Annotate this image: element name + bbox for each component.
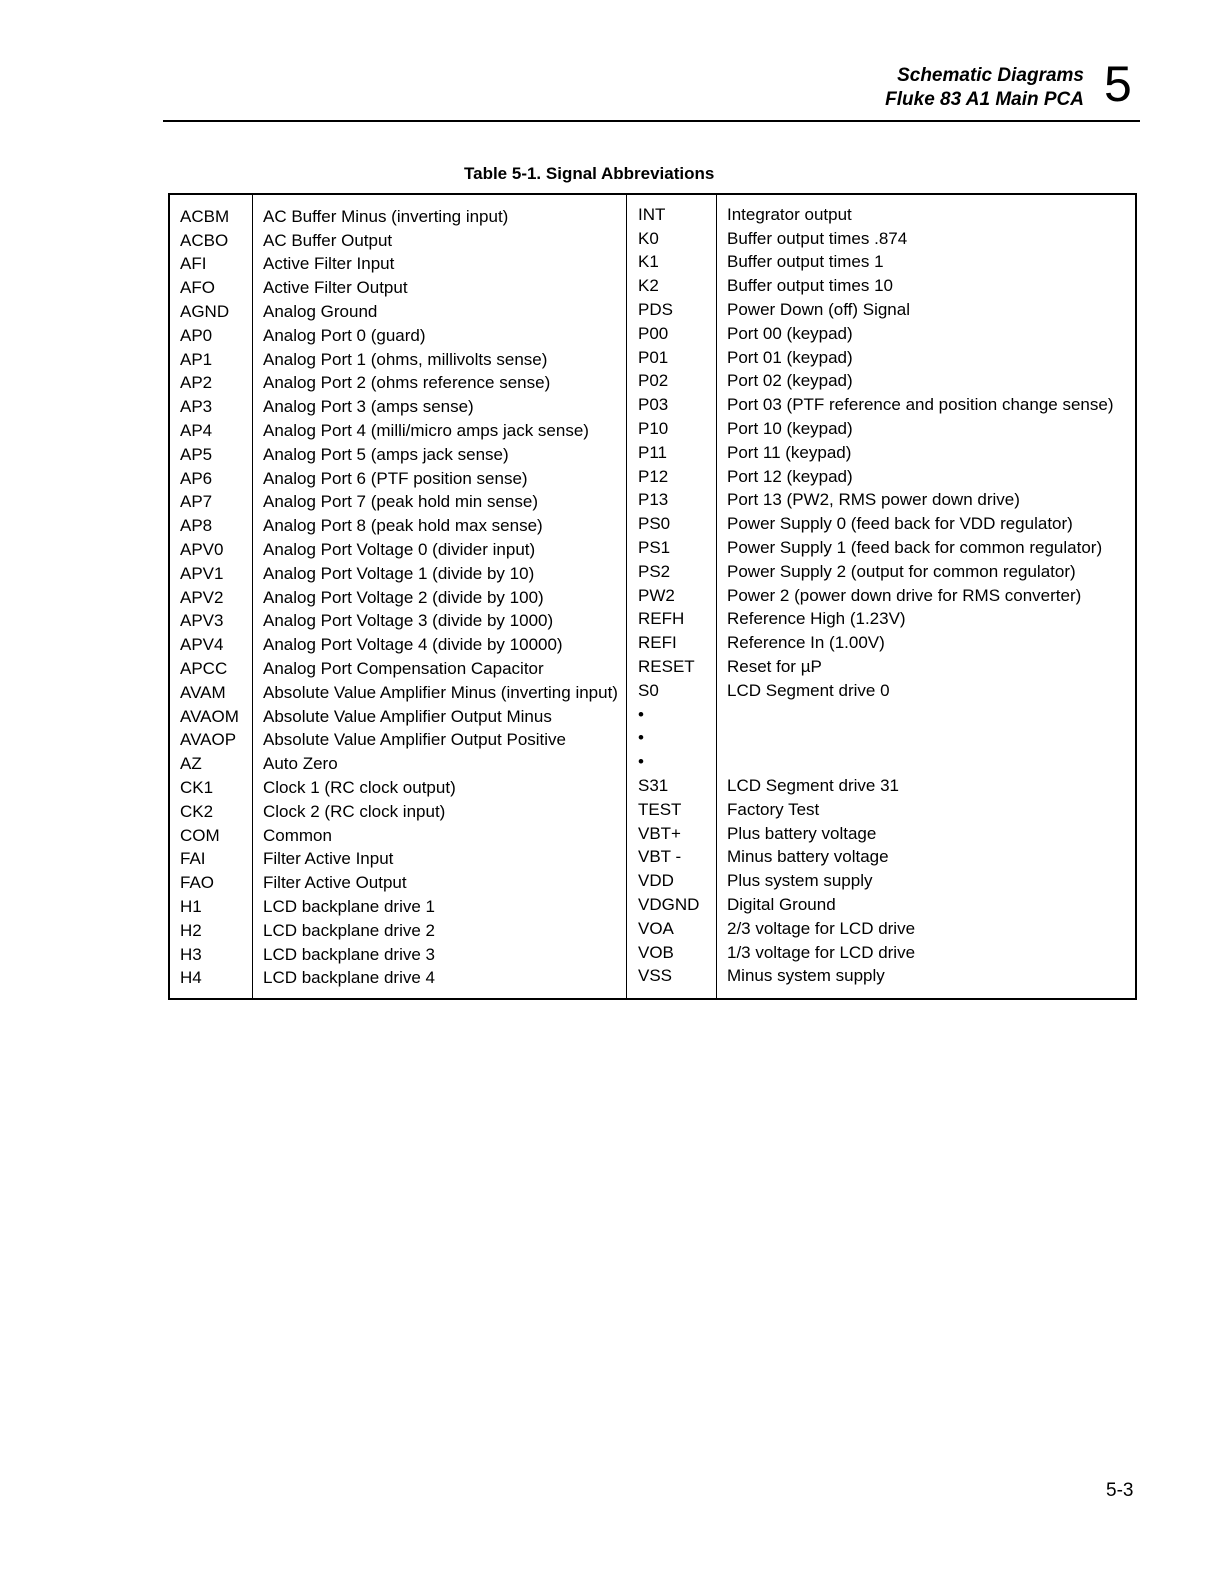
signal-description: Port 11 (keypad) — [727, 442, 852, 462]
signal-abbreviation: P12 — [638, 466, 669, 486]
table-row — [170, 919, 628, 943]
signal-description: Active Filter Output — [263, 278, 408, 298]
signal-abbreviation: APCC — [180, 659, 228, 679]
signal-description: Reference High (1.23V) — [727, 609, 906, 629]
signal-abbreviation: APV1 — [180, 563, 224, 583]
table-row — [170, 538, 628, 562]
signal-description: Reset for µP — [727, 657, 822, 677]
table-row — [170, 752, 628, 776]
table-row — [170, 348, 628, 372]
signal-description: Buffer output times .874 — [727, 228, 908, 248]
table-row — [628, 869, 1137, 893]
signal-description: Absolute Value Amplifier Minus (inverting input) — [263, 682, 618, 702]
signal-abbreviation: REFH — [638, 609, 685, 629]
table-row — [170, 229, 628, 253]
table-row — [628, 227, 1137, 251]
signal-description: Analog Port 3 (amps sense) — [263, 397, 474, 417]
signal-description: Port 10 (keypad) — [727, 419, 853, 439]
table-row — [170, 800, 628, 824]
chapter-number: 5 — [1104, 56, 1132, 112]
table-row — [628, 512, 1137, 536]
signal-abbreviation: PDS — [638, 300, 673, 320]
signal-abbreviation: RESET — [638, 657, 695, 677]
signal-abbreviation: AFI — [180, 254, 207, 274]
table-row — [628, 251, 1137, 275]
signal-abbreviation: VBT+ — [638, 823, 681, 843]
signal-description: Analog Port 5 (amps jack sense) — [263, 444, 509, 464]
signal-description: Minus system supply — [727, 966, 885, 986]
table-left-half — [170, 205, 628, 990]
signal-description: Digital Ground — [727, 895, 836, 914]
table-row — [628, 846, 1137, 870]
signal-abbreviation: AP5 — [180, 444, 213, 464]
signal-abbreviation: COM — [180, 825, 220, 845]
table-title: Table 5-1. Signal Abbreviations — [464, 164, 715, 183]
signal-description: Reference In (1.00V) — [727, 633, 885, 653]
signal-abbreviation: • — [638, 704, 644, 724]
signal-abbreviation: H1 — [180, 897, 202, 916]
table-row — [170, 586, 628, 610]
signal-description: LCD Segment drive 31 — [727, 776, 899, 796]
signal-abbreviation: AP1 — [180, 349, 213, 369]
signal-abbreviation: H3 — [180, 944, 202, 964]
table-row — [628, 941, 1137, 965]
table-row — [628, 965, 1137, 989]
signal-description: Analog Port 7 (peak hold min sense) — [263, 492, 538, 512]
signal-abbreviation: ACBM — [180, 206, 230, 226]
table-row — [170, 871, 628, 895]
signal-abbreviation: AP4 — [180, 421, 213, 441]
section-subtitle: Fluke 83 A1 Main PCA — [885, 89, 1084, 110]
signal-abbreviation: P10 — [638, 419, 669, 439]
table-row — [628, 489, 1137, 513]
signal-abbreviation: ACBO — [180, 230, 229, 250]
table-row — [170, 205, 628, 229]
table-row — [170, 657, 628, 681]
signal-abbreviation: P01 — [638, 347, 669, 367]
signal-abbreviation: VSS — [638, 966, 673, 986]
table-row — [170, 895, 628, 919]
signal-description: Auto Zero — [263, 754, 338, 774]
table-row — [170, 372, 628, 396]
signal-description: Analog Port Voltage 3 (divide by 1000) — [263, 611, 554, 631]
table-row — [170, 729, 628, 753]
signal-abbreviation: APV2 — [180, 587, 224, 607]
signal-description: Absolute Value Amplifier Output Minus — [263, 706, 552, 726]
signal-description: Port 12 (keypad) — [727, 466, 853, 486]
table-row — [628, 393, 1137, 417]
table-row — [628, 322, 1137, 346]
signal-description: Power Supply 0 (feed back for VDD regulator) — [727, 514, 1073, 534]
running-header — [885, 64, 1084, 112]
signal-description: LCD Segment drive 0 — [727, 680, 890, 700]
table-row — [170, 943, 628, 967]
table-row — [628, 608, 1137, 632]
table-row — [628, 893, 1137, 917]
signal-abbreviation: H4 — [180, 968, 202, 988]
signal-abbreviation: VBT - — [638, 847, 682, 867]
signal-description: Absolute Value Amplifier Output Positive — [263, 730, 567, 750]
signal-abbreviation: AP3 — [180, 397, 213, 417]
signal-description: Analog Port Voltage 2 (divide by 100) — [263, 587, 544, 607]
table-row — [628, 917, 1137, 941]
table-row — [628, 441, 1137, 465]
signal-abbreviation: P03 — [638, 395, 669, 415]
signal-abbreviation: K2 — [638, 276, 659, 296]
table-row — [170, 681, 628, 705]
table-row — [170, 610, 628, 634]
header-rule — [163, 120, 1140, 122]
signal-description: Buffer output times 1 — [727, 252, 884, 272]
table-row — [628, 370, 1137, 394]
signal-description: LCD backplane drive 2 — [263, 920, 435, 940]
table-row — [628, 727, 1137, 751]
signal-abbreviation: AFO — [180, 278, 215, 298]
signal-description: Clock 1 (RC clock output) — [263, 778, 456, 798]
signal-description: LCD backplane drive 1 — [263, 897, 435, 916]
signal-abbreviation: FAI — [180, 849, 206, 869]
table-row — [170, 253, 628, 277]
table-row — [628, 536, 1137, 560]
table-row — [628, 774, 1137, 798]
signal-description: Buffer output times 10 — [727, 276, 894, 296]
signal-abbreviation: S0 — [638, 680, 659, 700]
signal-description: Plus system supply — [727, 871, 873, 891]
signal-abbreviation: • — [638, 752, 644, 772]
table-row — [170, 633, 628, 657]
table-row — [628, 274, 1137, 298]
table-row — [628, 679, 1137, 703]
table-row — [170, 419, 628, 443]
table-row — [628, 417, 1137, 441]
signal-description: Analog Port 4 (milli/micro amps jack sense) — [263, 421, 589, 441]
signal-abbreviation: APV4 — [180, 635, 224, 655]
table-row — [170, 562, 628, 586]
signal-abbreviation: K1 — [638, 252, 659, 272]
table-row — [628, 703, 1137, 727]
signal-abbreviation: AVAOM — [180, 706, 239, 726]
signal-abbreviation: PS2 — [638, 561, 671, 581]
table-row — [628, 798, 1137, 822]
signal-abbreviation: PS1 — [638, 538, 671, 558]
table-row — [170, 276, 628, 300]
signal-abbreviation: AZ — [180, 754, 202, 774]
signal-abbreviation: VDD — [638, 871, 674, 891]
signal-description: Common — [263, 825, 332, 845]
signal-description: Analog Port 1 (ohms, millivolts sense) — [263, 349, 548, 369]
signal-abbreviation: AVAOP — [180, 730, 237, 750]
signal-abbreviation: VOB — [638, 942, 674, 962]
table-row — [170, 967, 628, 991]
signal-abbreviation: FAO — [180, 873, 215, 893]
table-row — [628, 298, 1137, 322]
signal-description: Clock 2 (RC clock input) — [263, 801, 446, 821]
signal-abbreviation: AP8 — [180, 516, 213, 536]
signal-abbreviation: INT — [638, 204, 666, 224]
signal-description: Filter Active Input — [263, 849, 394, 869]
signal-abbreviation: PS0 — [638, 514, 671, 534]
signal-description: LCD backplane drive 4 — [263, 968, 435, 988]
signal-abbreviation: H2 — [180, 920, 202, 940]
table-row — [170, 848, 628, 872]
table-row — [170, 776, 628, 800]
signal-description: Power Supply 1 (feed back for common regulator) — [727, 538, 1103, 558]
signal-description: AC Buffer Output — [263, 230, 393, 250]
table-row — [170, 395, 628, 419]
signal-description: Port 13 (PW2, RMS power down drive) — [727, 490, 1020, 510]
signal-abbreviation: P02 — [638, 371, 669, 391]
signal-description: Power 2 (power down drive for RMS converter) — [727, 585, 1082, 605]
table-row — [170, 491, 628, 515]
signal-description: Port 03 (PTF reference and position change sense) — [727, 395, 1114, 415]
signal-abbreviation: CK1 — [180, 778, 214, 798]
signal-description: Analog Port Compensation Capacitor — [263, 659, 544, 679]
table-row — [628, 655, 1137, 679]
table-row — [628, 750, 1137, 774]
table-row — [170, 324, 628, 348]
signal-abbreviation: AGND — [180, 302, 230, 322]
signal-description: Analog Port 6 (PTF position sense) — [263, 468, 528, 488]
signal-abbreviations-table — [168, 193, 1137, 1000]
signal-abbreviation: TEST — [638, 799, 682, 819]
signal-description: 1/3 voltage for LCD drive — [727, 942, 916, 962]
table-row — [628, 346, 1137, 370]
table-row — [628, 631, 1137, 655]
signal-description: Minus battery voltage — [727, 847, 889, 867]
table-row — [170, 705, 628, 729]
table-row — [628, 465, 1137, 489]
signal-description: Analog Ground — [263, 302, 378, 322]
signal-abbreviation: AP2 — [180, 373, 213, 393]
table-row — [170, 514, 628, 538]
signal-description: LCD backplane drive 3 — [263, 944, 435, 964]
table-row — [170, 443, 628, 467]
signal-description: Power Supply 2 (output for common regulator) — [727, 561, 1076, 581]
signal-abbreviation: P11 — [638, 442, 667, 462]
signal-abbreviation: APV3 — [180, 611, 224, 631]
signal-abbreviation: S31 — [638, 776, 669, 796]
table-row — [170, 467, 628, 491]
signal-description: Factory Test — [727, 799, 820, 819]
signal-description: Port 02 (keypad) — [727, 371, 853, 391]
signal-abbreviation: K0 — [638, 228, 659, 248]
table-row — [628, 203, 1137, 227]
signal-abbreviation: • — [638, 728, 644, 748]
signal-description: Active Filter Input — [263, 254, 395, 274]
section-title: Schematic Diagrams — [897, 65, 1084, 86]
signal-abbreviation: APV0 — [180, 540, 224, 560]
table-row — [628, 822, 1137, 846]
table-row — [628, 560, 1137, 584]
signal-description: Analog Port 2 (ohms reference sense) — [263, 373, 551, 393]
signal-abbreviation: P13 — [638, 490, 669, 510]
signal-description: Filter Active Output — [263, 873, 407, 893]
signal-description: Power Down (off) Signal — [727, 300, 910, 320]
signal-description: Integrator output — [727, 204, 852, 224]
signal-description: Analog Port Voltage 0 (divider input) — [263, 540, 536, 560]
signal-description: Analog Port 0 (guard) — [263, 325, 426, 345]
signal-abbreviation: CK2 — [180, 801, 214, 821]
signal-description: Analog Port 8 (peak hold max sense) — [263, 516, 543, 536]
signal-description: Plus battery voltage — [727, 823, 877, 843]
signal-description: Port 00 (keypad) — [727, 323, 853, 343]
signal-abbreviation: VDGND — [638, 895, 700, 914]
page-number: 5-3 — [1106, 1480, 1134, 1501]
signal-abbreviation: P00 — [638, 323, 669, 343]
table-row — [170, 300, 628, 324]
table-row — [170, 824, 628, 848]
table-row — [628, 584, 1137, 608]
signal-description: Port 01 (keypad) — [727, 347, 853, 367]
signal-abbreviation: AP7 — [180, 492, 213, 512]
signal-description: Analog Port Voltage 4 (divide by 10000) — [263, 635, 563, 655]
signal-abbreviation: AVAM — [180, 682, 226, 702]
signal-description: 2/3 voltage for LCD drive — [727, 918, 916, 938]
signal-abbreviation: AP6 — [180, 468, 213, 488]
signal-abbreviation: REFI — [638, 633, 677, 653]
signal-abbreviation: AP0 — [180, 325, 213, 345]
table-right-half — [628, 203, 1137, 988]
signal-abbreviation: PW2 — [638, 585, 675, 605]
signal-description: AC Buffer Minus (inverting input) — [263, 206, 509, 226]
signal-abbreviation: VOA — [638, 918, 674, 938]
signal-description: Analog Port Voltage 1 (divide by 10) — [263, 563, 535, 583]
